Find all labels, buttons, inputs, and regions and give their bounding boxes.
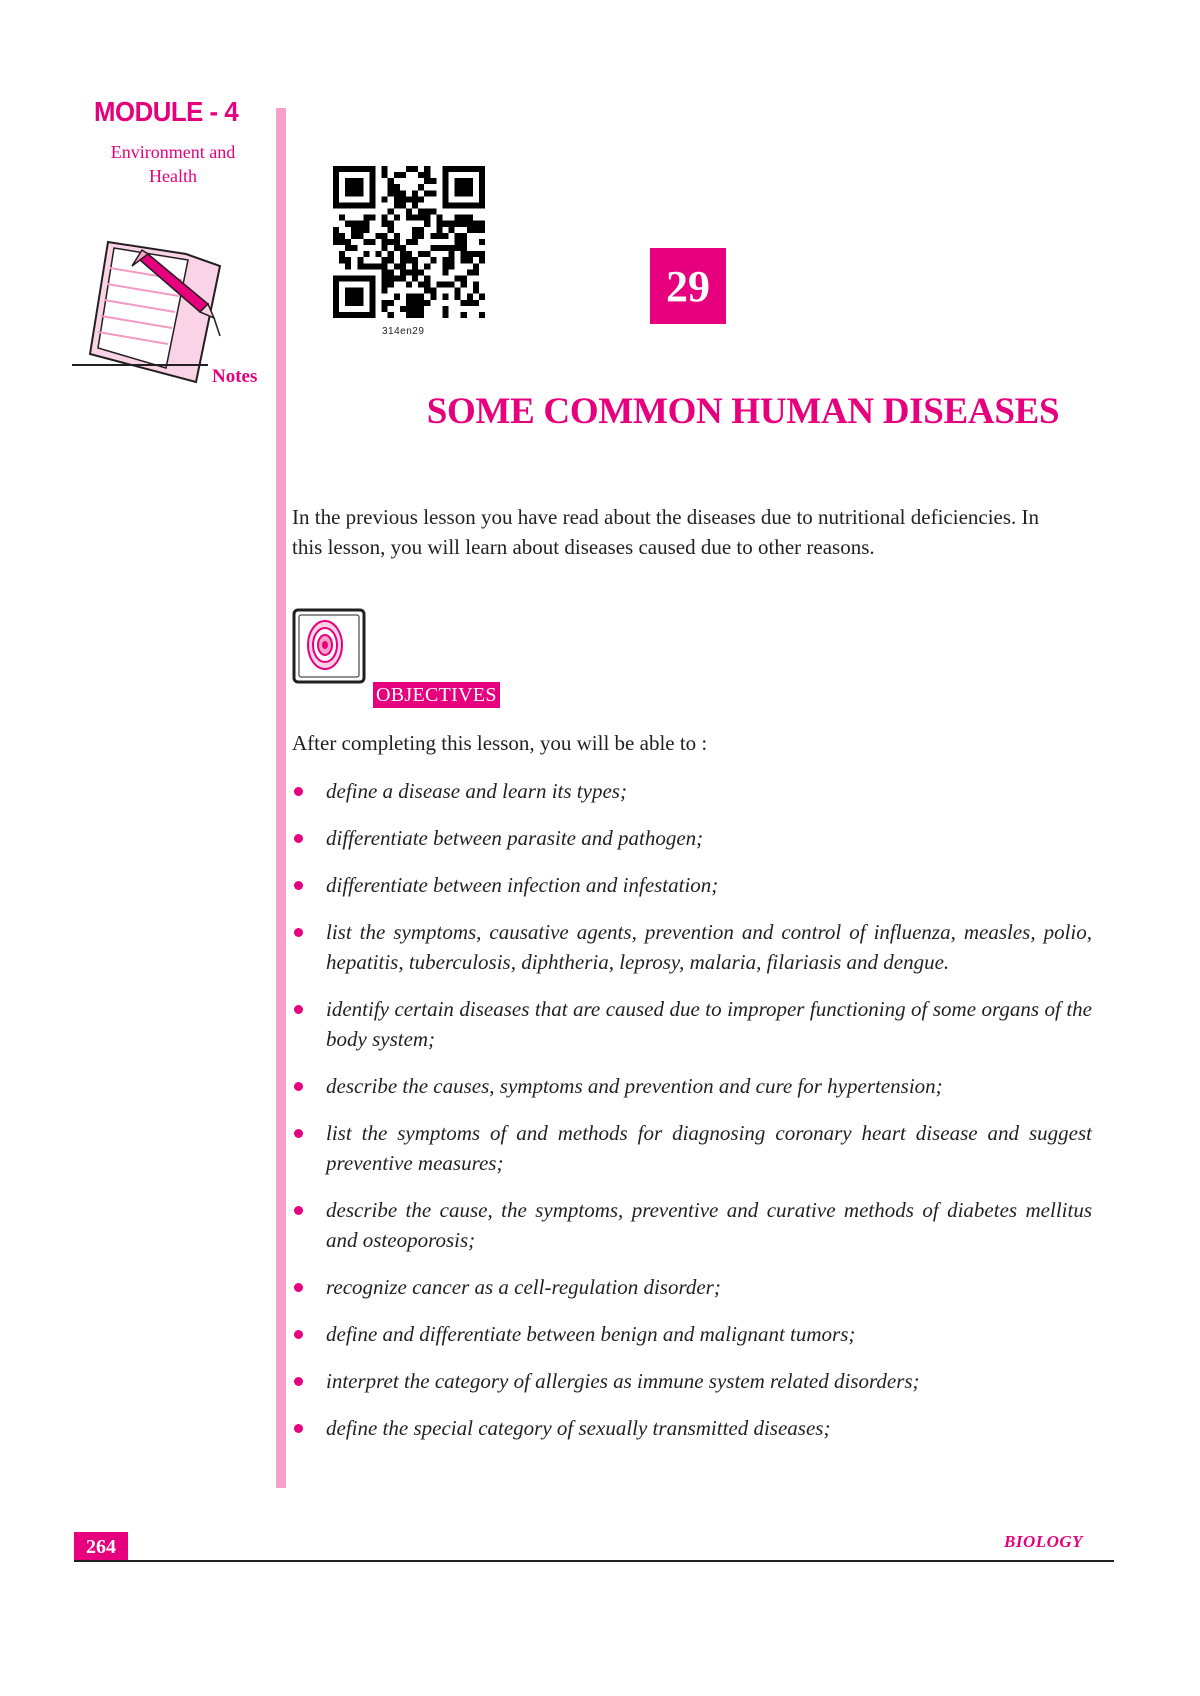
bullet-icon: [294, 928, 303, 937]
objectives-target-icon: [292, 608, 366, 684]
notes-label: Notes: [212, 366, 258, 387]
objective-text: identify certain diseases that are caused due to improper functioning of some organs of the body system;: [326, 997, 1092, 1051]
objective-item: [292, 1413, 1092, 1443]
bullet-icon: [294, 1283, 303, 1292]
objective-text: define and differentiate between benign and malignant tumors;: [326, 1322, 856, 1346]
bullet-icon: [294, 1005, 303, 1014]
qr-code-label: 314en29: [382, 326, 425, 337]
footer-rule: [74, 1560, 1114, 1562]
objectives-list: [292, 776, 1092, 1460]
objective-item: [292, 1118, 1092, 1178]
objective-item: [292, 1272, 1092, 1302]
bullet-icon: [294, 1330, 303, 1339]
objective-item: [292, 870, 1092, 900]
objective-item: [292, 823, 1092, 853]
chapter-title: SOME COMMON HUMAN DISEASES: [426, 391, 1060, 432]
module-title: MODULE - 4: [94, 96, 239, 127]
objective-item: [292, 1195, 1092, 1255]
bullet-icon: [294, 1377, 303, 1386]
qr-code-icon: [333, 166, 485, 318]
bullet-icon: [294, 1424, 303, 1433]
bullet-icon: [294, 1129, 303, 1138]
intro-paragraph: In the previous lesson you have read about the diseases due to nutritional deficiencies. In this lesson, you will learn about diseases caused due to other reasons.: [292, 505, 1040, 559]
bullet-icon: [294, 881, 303, 890]
objective-text: describe the causes, symptoms and prevention and cure for hypertension;: [326, 1074, 943, 1098]
objective-text: interpret the category of allergies as immune system related disorders;: [326, 1369, 920, 1393]
page-number: 264: [74, 1532, 128, 1560]
objective-item: [292, 917, 1092, 977]
bullet-icon: [294, 1206, 303, 1215]
objective-item: [292, 994, 1092, 1054]
objectives-lead: After completing this lesson, you will be able to :: [292, 731, 708, 755]
objective-text: list the symptoms of and methods for diagnosing coronary heart disease and suggest preventive measures;: [326, 1121, 1092, 1175]
bullet-icon: [294, 787, 303, 796]
chapter-number: 29: [650, 248, 726, 324]
subject-label: BIOLOGY: [1004, 1532, 1084, 1551]
objective-text: differentiate between parasite and pathogen;: [326, 826, 704, 850]
objective-text: differentiate between infection and infestation;: [326, 873, 719, 897]
objective-item: [292, 1319, 1092, 1349]
objective-item: [292, 776, 1092, 806]
bullet-icon: [294, 1082, 303, 1091]
module-subtitle: Environment and Health: [110, 142, 236, 186]
objectives-heading: OBJECTIVES: [373, 682, 500, 708]
bullet-icon: [294, 834, 303, 843]
objective-text: define the special category of sexually transmitted diseases;: [326, 1416, 831, 1440]
objective-item: [292, 1071, 1092, 1101]
objective-text: define a disease and learn its types;: [326, 779, 627, 803]
objective-item: [292, 1366, 1092, 1396]
objective-text: list the symptoms, causative agents, prevention and control of influenza, measles, polio, hepatitis, tuberculosis, diphtheria, leprosy, malaria, filariasis and dengue.: [326, 920, 1092, 974]
notes-divider: [72, 364, 208, 366]
sidebar-bar: [276, 108, 286, 1488]
objective-text: recognize cancer as a cell-regulation disorder;: [326, 1275, 721, 1299]
objective-text: describe the cause, the symptoms, preventive and curative methods of diabetes mellitus and osteoporosis;: [326, 1198, 1092, 1252]
